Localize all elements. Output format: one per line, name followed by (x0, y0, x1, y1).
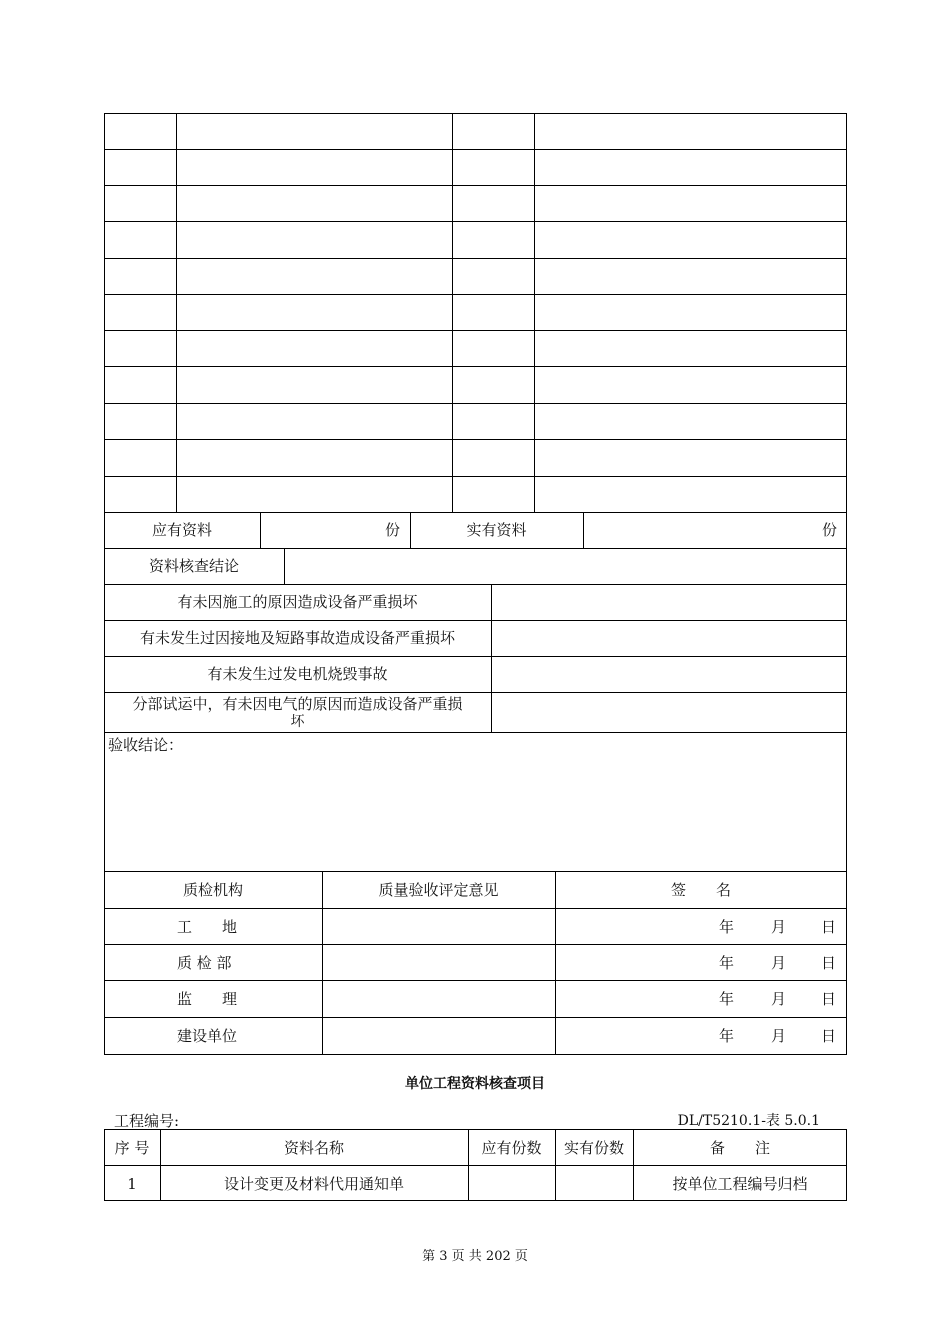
org-qc-dept: 质 检 部 (177, 954, 232, 972)
date-year: 年 (719, 990, 735, 1008)
header-no: 序 号 (114, 1139, 150, 1157)
org-supervision: 监 理 (177, 990, 238, 1008)
header-name: 资料名称 (283, 1139, 344, 1157)
acceptance-conclusion-label: 验收结论： (108, 736, 184, 754)
date-day: 日 (821, 990, 837, 1008)
page-number: 第 3 页 共 202 页 (422, 1249, 528, 1264)
date-year: 年 (719, 918, 735, 936)
section-title: 单位工程资料核查项目 (405, 1076, 545, 1092)
org-site: 工 地 (177, 918, 238, 936)
date-year: 年 (719, 1027, 735, 1045)
actual-have-label: 实有资料 (466, 521, 527, 539)
should-have-unit: 份 (384, 521, 400, 539)
header-actual: 实有份数 (563, 1139, 624, 1157)
question-2: 有未发生过因接地及短路事故造成设备严重损坏 (139, 629, 455, 647)
question-3: 有未发生过发电机烧毁事故 (207, 665, 388, 683)
question-4-line1: 分部试运中，有未因电气的原因而造成设备严重损 (132, 695, 463, 713)
date-month: 月 (771, 1027, 787, 1045)
sign-header-sign: 签 名 (670, 881, 731, 899)
should-have-label: 应有资料 (151, 521, 212, 539)
sign-header-org: 质检机构 (182, 881, 243, 899)
org-owner: 建设单位 (177, 1027, 238, 1045)
date-day: 日 (821, 954, 837, 972)
date-year: 年 (719, 954, 735, 972)
question-4-line2: 坏 (290, 714, 305, 730)
date-day: 日 (821, 1027, 837, 1045)
row-remark: 按单位工程编号归档 (672, 1175, 808, 1193)
header-remark: 备 注 (709, 1139, 770, 1157)
date-day: 日 (821, 918, 837, 936)
question-1: 有未因施工的原因造成设备严重损坏 (177, 593, 418, 611)
project-no-label: 工程编号: (114, 1112, 180, 1130)
row-name: 设计变更及材料代用通知单 (223, 1175, 404, 1193)
date-month: 月 (771, 954, 787, 972)
header-should: 应有份数 (481, 1139, 542, 1157)
row-no: 1 (127, 1175, 137, 1193)
sign-header-opinion: 质量验收评定意见 (378, 881, 499, 899)
check-conclusion-label: 资料核查结论 (148, 557, 239, 575)
standard-code: DL/T5210.1-表 5.0.1 (677, 1113, 820, 1129)
date-month: 月 (771, 990, 787, 1008)
actual-have-unit: 份 (821, 521, 837, 539)
date-month: 月 (771, 918, 787, 936)
